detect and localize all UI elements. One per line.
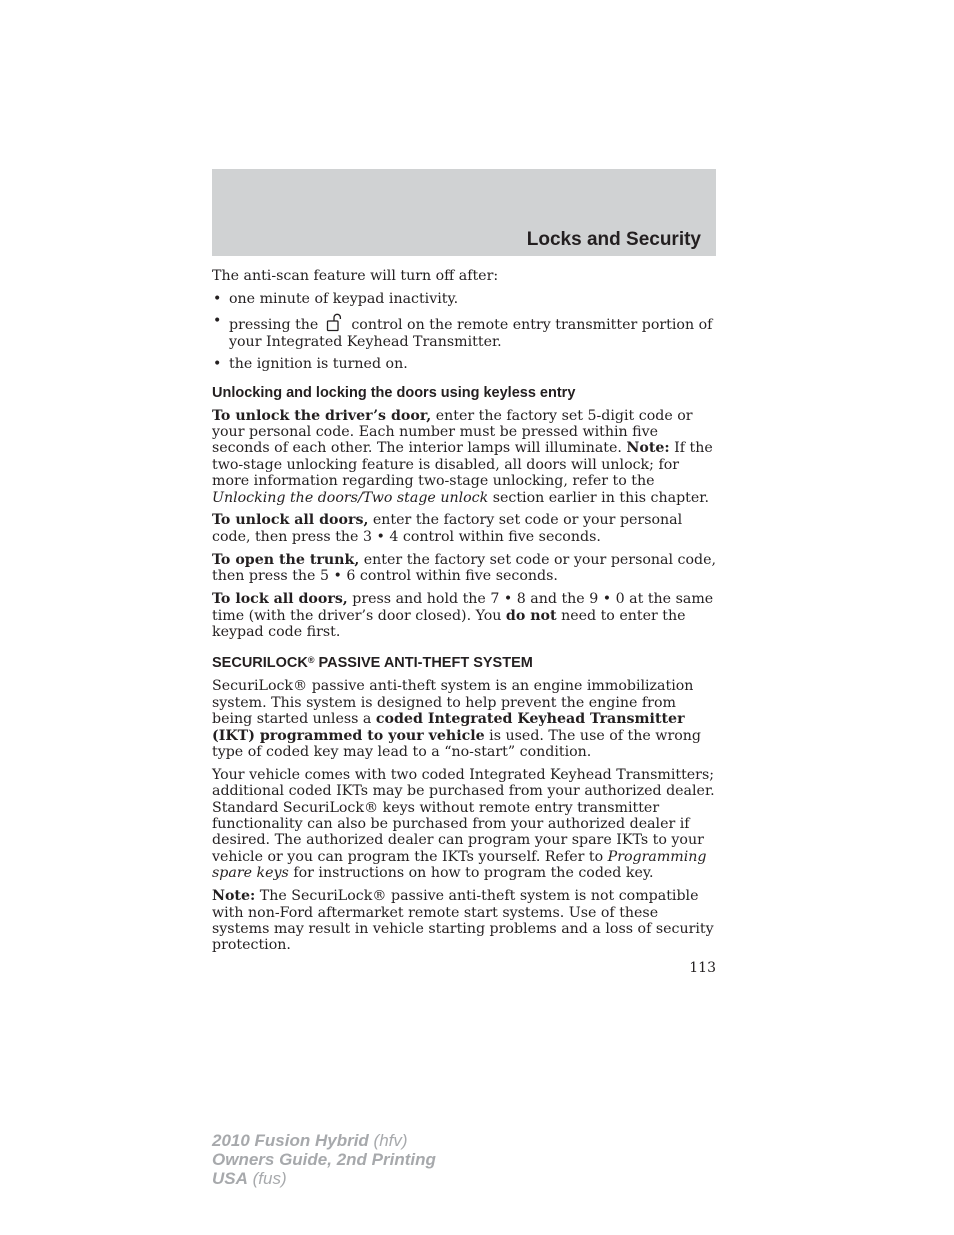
bold-lead: To open the trunk, (212, 551, 360, 568)
text: for instructions on how to program the coded key. (288, 865, 654, 882)
page-number: 113 (689, 960, 716, 976)
securilock-intro-paragraph (212, 678, 717, 760)
note-label: Note: (626, 440, 670, 457)
remote-start-note-paragraph (212, 888, 717, 954)
lock-all-doors-paragraph (212, 591, 717, 640)
text: The SecuriLock® passive anti-theft system is not compatible with non-Ford aftermarket remote start systems. Use of these systems may result in vehicle starting problems and a loss of security protection. (212, 888, 714, 954)
document-footer (212, 1131, 436, 1188)
unlock-all-doors-paragraph (212, 512, 717, 545)
list-item: • one minute of keypad inactivity. (212, 291, 717, 307)
bold-emphasis: do not (505, 607, 557, 624)
footer-market: USA (212, 1169, 248, 1188)
coded-keys-paragraph (212, 767, 717, 882)
heading-text: PASSIVE ANTI-THEFT SYSTEM (314, 655, 533, 672)
text: need to enter the keypad code first. (212, 607, 686, 640)
keyless-entry-heading: Unlocking and locking the doors using keyless entry (212, 384, 576, 401)
text: enter the factory set code or your personal code, then press the 3 • 4 control within five seconds. (212, 512, 683, 545)
text: SecuriLock® passive anti-theft system is an engine immobilization system. This system is designed to help prevent the engine from being started unless a (212, 678, 694, 728)
anti-scan-list (212, 291, 717, 373)
footer-model: 2010 Fusion Hybrid (212, 1131, 369, 1150)
list-item: • the ignition is turned on. (212, 356, 717, 372)
bold-lead: To lock all doors, (212, 591, 348, 608)
unlock-driver-door-paragraph (212, 408, 717, 506)
list-item (212, 313, 717, 350)
text: press and hold the 7 • 8 and the 9 • 0 at the same time (with the driver’s door closed). You (212, 591, 714, 624)
text: enter the factory set code or your personal code, then press the 5 • 6 control within five seconds. (212, 551, 717, 585)
footer-line (212, 1169, 436, 1188)
unlock-padlock-icon (325, 313, 345, 332)
text: enter the factory set 5-digit code or your personal code. Each number must be pressed within five seconds of each other. The interior lamps will illuminate. (212, 407, 693, 457)
registered-mark: ® (307, 655, 315, 666)
footer-line: Owners Guide, 2nd Printing (212, 1150, 436, 1169)
text: Your vehicle comes with two coded Integrated Keyhead Transmitters; additional coded IKTs may be purchased from your authorized dealer. Standard SecuriLock® keys without remote entry transmitter functionality can also be purchased from your authorized dealer if desired. The authorized dealer can program your spare IKTs to your vehicle or you can program the IKTs yourself. Refer to (212, 766, 715, 865)
note-label: Note: (212, 888, 256, 905)
open-trunk-paragraph (212, 552, 717, 585)
footer-code: (hfv) (368, 1131, 408, 1150)
securilock-heading (212, 652, 717, 672)
cross-reference: Programming spare keys (212, 848, 707, 882)
footer-code: (fus) (247, 1169, 287, 1188)
heading-text: SECURILOCK (212, 655, 308, 672)
text: is used. The use of the wrong type of coded key may lead to a “no-start” condition. (212, 727, 701, 760)
cross-reference: Unlocking the doors/Two stage unlock (212, 489, 489, 506)
section-title: Locks and Security (526, 229, 701, 250)
bullet-text-post: control on the remote entry transmitter portion of your Integrated Keyhead Transmitter. (229, 317, 713, 350)
bold-lead: To unlock the driver’s door, (212, 407, 432, 424)
text: section earlier in this chapter. (488, 489, 709, 506)
bold-emphasis: coded Integrated Keyhead Transmitter (IKT) programmed to your vehicle (212, 711, 685, 744)
text: If the two-stage unlocking feature is disabled, all doors will unlock; for more information regarding two-stage unlocking, refer to the (212, 440, 713, 490)
bullet-text-pre: pressing the (229, 317, 319, 334)
footer-line (212, 1131, 436, 1150)
page-content (212, 268, 717, 960)
section-header-band (212, 169, 716, 256)
intro-text: The anti-scan feature will turn off after: (212, 268, 499, 284)
bold-lead: To unlock all doors, (212, 512, 369, 529)
